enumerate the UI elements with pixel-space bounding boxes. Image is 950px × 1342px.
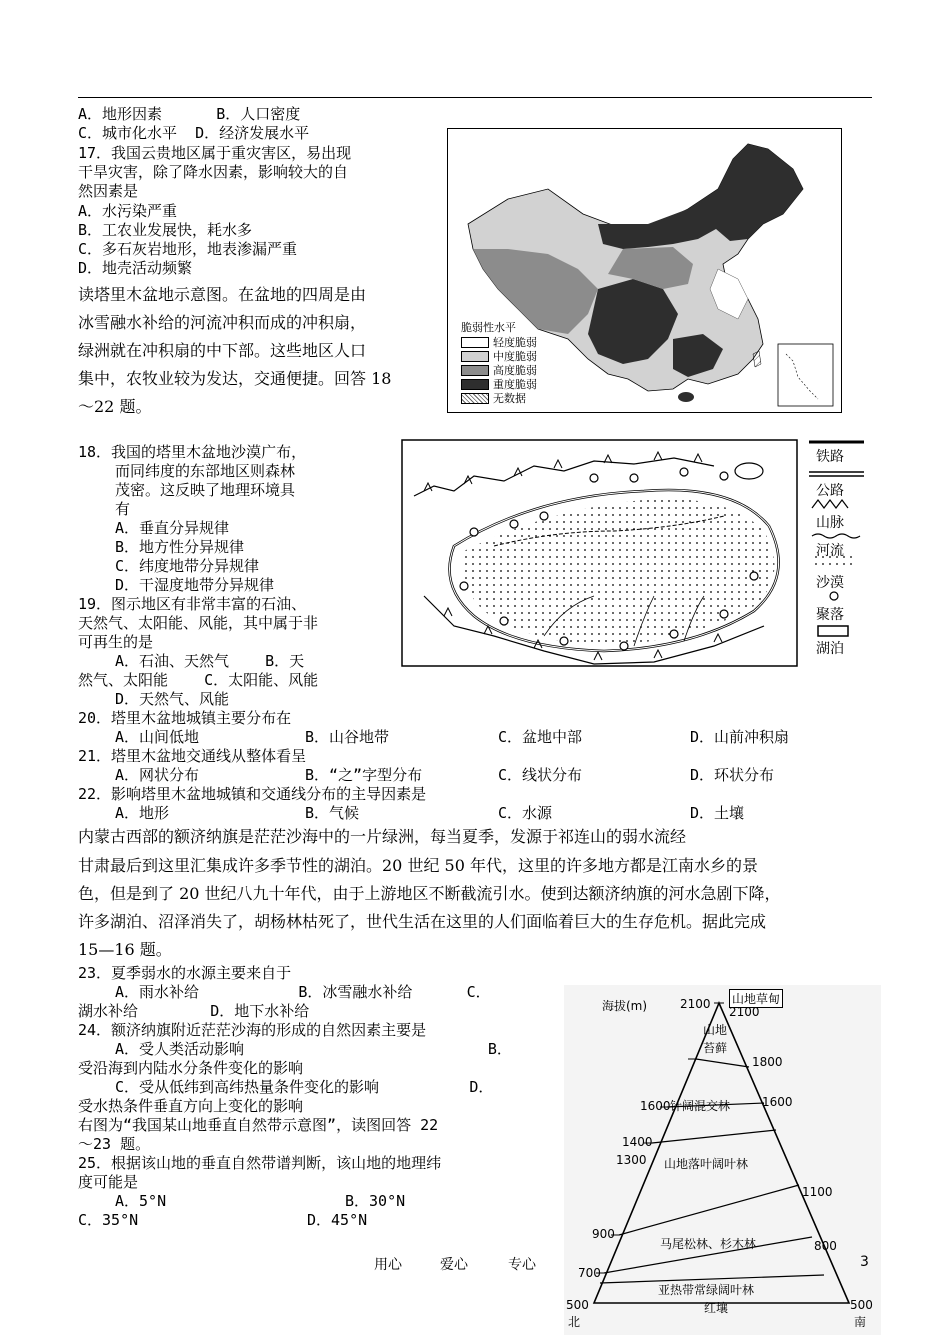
q18-stem-2: 而同纬度的东部地区则森林	[115, 462, 296, 480]
q19-stem-2: 天然气、太阳能、风能，其中属于非	[78, 614, 319, 632]
map-legend-item	[461, 363, 537, 377]
tarim-legend-desert: 沙漠	[816, 575, 844, 591]
q22-option-c: C．水源	[498, 804, 553, 822]
q20-option-b: B．山谷地带	[305, 728, 390, 746]
ejina-para-2: 甘肃最后到这里汇集成许多季节性的湖泊。20 世纪 50 年代，这里的许多地方都是江南水乡的景	[78, 856, 758, 875]
q18-stem-4: 有	[115, 500, 131, 518]
q16-options-row1	[78, 106, 300, 123]
tarim-legend-railway: 铁路	[816, 449, 844, 465]
mountain-right-tick: 1600	[762, 1095, 793, 1109]
mountain-left-tick: 700	[578, 1266, 601, 1280]
q16-option-c: C．城市化水平	[78, 124, 178, 142]
legend-label: 高度脆弱	[493, 364, 537, 377]
zone-mixed-forest: 针阔混交林	[670, 1099, 731, 1113]
map-legend-item	[461, 377, 537, 391]
q17-stem-3: 然因素是	[78, 182, 139, 200]
mountain-left-tick: 2100	[680, 997, 711, 1011]
q18-option-d: D．干湿度地带分异规律	[115, 576, 275, 594]
q25-stem-2: 度可能是	[78, 1173, 139, 1191]
china-vulnerability-map	[447, 128, 842, 413]
mountain-north-label: 北	[568, 1315, 581, 1329]
right-fig-intro-1: 右图为“我国某山地垂直自然带示意图”，读图回答 22	[78, 1116, 439, 1134]
q19-options-bc: 然气、太阳能 C．太阳能、风能	[78, 671, 319, 689]
tarim-basin-map	[394, 436, 871, 676]
q20-stem: 20．塔里木盆地城镇主要分布在	[78, 709, 292, 727]
q17-option-c: C．多石灰岩地形，地表渗漏严重	[78, 240, 298, 258]
q25-option-c: C．35°N	[78, 1211, 139, 1229]
zone-red-soil: 红壤	[704, 1301, 729, 1315]
q17-stem-2: 干旱灾害，除了降水因素，影响较大的自	[78, 163, 349, 181]
q20-option-c: C．盆地中部	[498, 728, 583, 746]
ejina-para-1: 内蒙古西部的额济纳旗是茫茫沙海中的一片绿洲，每当夏季，发源于祁连山的弱水流经	[78, 827, 687, 846]
footer-text-3: 专心	[508, 1257, 536, 1273]
tarim-legend-settlement: 聚落	[816, 607, 844, 623]
q16-option-a: A．地形因素	[78, 105, 163, 123]
tarim-intro-4: 集中，农牧业较为发达，交通便捷。回答 18	[78, 369, 392, 388]
mountain-left-tick: 900	[592, 1227, 615, 1241]
q17-option-d: D．地壳活动频繁	[78, 259, 193, 277]
header-rule	[78, 97, 872, 98]
tarim-legend-lake: 湖泊	[816, 641, 844, 657]
mountain-right-tick: 500	[850, 1298, 873, 1312]
q24-stem: 24．额济纳旗附近茫茫沙海的形成的自然因素主要是	[78, 1021, 427, 1039]
q20-option-d: D．山前冲积扇	[690, 728, 790, 746]
q21-option-c: C．线状分布	[498, 766, 583, 784]
q21-option-b: B．“之”字型分布	[305, 766, 423, 784]
legend-swatch-medium	[461, 351, 489, 362]
ejina-para-3: 色，但是到了 20 世纪八九十年代，由于上游地区不断截流引水。使到达额济纳旗的河水急剧下降，	[78, 884, 781, 903]
right-fig-intro-2: ～23 题。	[78, 1135, 151, 1153]
q18-option-a: A．垂直分异规律	[115, 519, 230, 537]
legend-swatch-nodata	[461, 393, 489, 404]
mountain-left-tick: 1300	[616, 1153, 647, 1167]
q22-option-d: D．土壤	[690, 804, 745, 822]
q16-option-d: D．经济发展水平	[195, 124, 310, 142]
mountain-right-tick: 1100	[802, 1185, 833, 1199]
legend-swatch-light	[461, 337, 489, 348]
q22-stem: 22．影响塔里木盆地城镇和交通线分布的主导因素是	[78, 785, 427, 803]
q24-option-b: 受沿海到内陆水分条件变化的影响	[78, 1059, 304, 1077]
q18-stem-3: 茂密。这反映了地理环境具	[115, 481, 296, 499]
legend-label: 重度脆弱	[493, 378, 537, 391]
mountain-south-label: 南	[854, 1315, 867, 1329]
legend-label: 无数据	[493, 392, 526, 405]
q25-stem-1: 25．根据该山地的垂直自然带谱判断，该山地的地理纬	[78, 1154, 442, 1172]
q17-option-b: B．工农业发展快，耗水多	[78, 221, 253, 239]
q17-stem-1: 17．我国云贵地区属于重灾害区，易出现	[78, 144, 352, 162]
q25-option-d: D．45°N	[307, 1211, 368, 1229]
q20-option-a: A．山间低地	[115, 728, 200, 746]
q21-stem: 21．塔里木盆地交通线从整体看呈	[78, 747, 307, 765]
mountain-axis-label: 海拔(m)	[602, 999, 648, 1013]
q19-stem-3: 可再生的是	[78, 633, 154, 651]
q16-option-b: B．人口密度	[216, 105, 301, 123]
q21-option-a: A．网状分布	[115, 766, 200, 784]
legend-label: 中度脆弱	[493, 350, 537, 363]
map-legend-item	[461, 349, 537, 363]
map-legend	[461, 335, 537, 405]
q24-option-a: A．受人类活动影响 B．	[115, 1040, 512, 1058]
mountain-left-tick: 1600	[640, 1099, 671, 1113]
q16-options-row2	[78, 125, 309, 142]
map-legend-item	[461, 335, 537, 349]
mountain-right-tick: 800	[814, 1239, 837, 1253]
tarim-intro-5: ～22 题。	[78, 397, 152, 416]
mountain-top-label: 山地草甸	[729, 989, 783, 1008]
tarim-legend-mountain: 山脉	[816, 515, 844, 531]
q19-options-ab: A．石油、天然气 B．天	[115, 652, 305, 670]
q19-stem-1: 19．图示地区有非常丰富的石油、	[78, 595, 307, 613]
mountain-right-tick: 1800	[752, 1055, 783, 1069]
mountain-zone-diagram	[564, 985, 881, 1335]
q24-option-c: C．受从低纬到高纬热量条件变化的影响 D．	[115, 1078, 494, 1096]
tarim-legend-road: 公路	[816, 483, 844, 499]
map-legend-title: 脆弱性水平	[461, 321, 516, 334]
q18-option-b: B．地方性分异规律	[115, 538, 245, 556]
zone-evergreen-forest: 亚热带常绿阔叶林	[658, 1283, 755, 1297]
q22-option-b: B．气候	[305, 804, 360, 822]
footer-text-2: 爱心	[440, 1257, 468, 1273]
legend-label: 轻度脆弱	[493, 336, 537, 349]
q23-options-ab: A．雨水补给 B．冰雪融水补给 C．	[115, 983, 491, 1001]
tarim-intro-3: 绿洲就在冲积扇的中下部。这些地区人口	[78, 341, 367, 360]
q25-option-b: B．30°N	[345, 1192, 406, 1210]
page-number: 3	[860, 1254, 869, 1270]
q25-option-a: A．5°N	[115, 1192, 167, 1210]
q23-stem: 23．夏季弱水的水源主要来自于	[78, 964, 292, 982]
legend-swatch-severe	[461, 379, 489, 390]
q24-option-d: 受水热条件垂直方向上变化的影响	[78, 1097, 304, 1115]
q23-options-cd: 湖水补给 D．地下水补给	[78, 1002, 310, 1020]
footer-text-1: 用心	[374, 1257, 402, 1273]
ejina-para-5: 15—16 题。	[78, 940, 172, 959]
q22-option-a: A．地形	[115, 804, 170, 822]
mountain-left-tick: 500	[566, 1298, 589, 1312]
tarim-map-graphic	[394, 436, 871, 676]
q17-option-a: A．水污染严重	[78, 202, 178, 220]
q19-option-d: D．天然气、风能	[115, 690, 230, 708]
zone-moss: 山地 苔藓	[702, 1023, 727, 1055]
tarim-intro-1: 读塔里木盆地示意图。在盆地的四周是由	[78, 285, 367, 304]
q18-stem-1: 18．我国的塔里木盆地沙漠广布，	[78, 443, 307, 461]
zone-deciduous-forest: 山地落叶阔叶林	[664, 1157, 749, 1171]
tarim-intro-2: 冰雪融水补给的河流冲积而成的冲积扇，	[78, 313, 367, 332]
zone-pine-fir-forest: 马尾松林、杉木林	[660, 1237, 757, 1251]
tarim-legend-river: 河流	[816, 543, 844, 559]
q21-option-d: D．环状分布	[690, 766, 775, 784]
ejina-para-4: 许多湖泊、沼泽消失了，胡杨林枯死了，世代生活在这里的人们面临着巨大的生存危机。据此完成	[78, 912, 767, 931]
mountain-left-tick: 1400	[622, 1135, 653, 1149]
legend-swatch-high	[461, 365, 489, 376]
q18-option-c: C．纬度地带分异规律	[115, 557, 260, 575]
mountain-right-tick: 2100	[729, 1005, 760, 1019]
map-legend-item	[461, 391, 537, 405]
